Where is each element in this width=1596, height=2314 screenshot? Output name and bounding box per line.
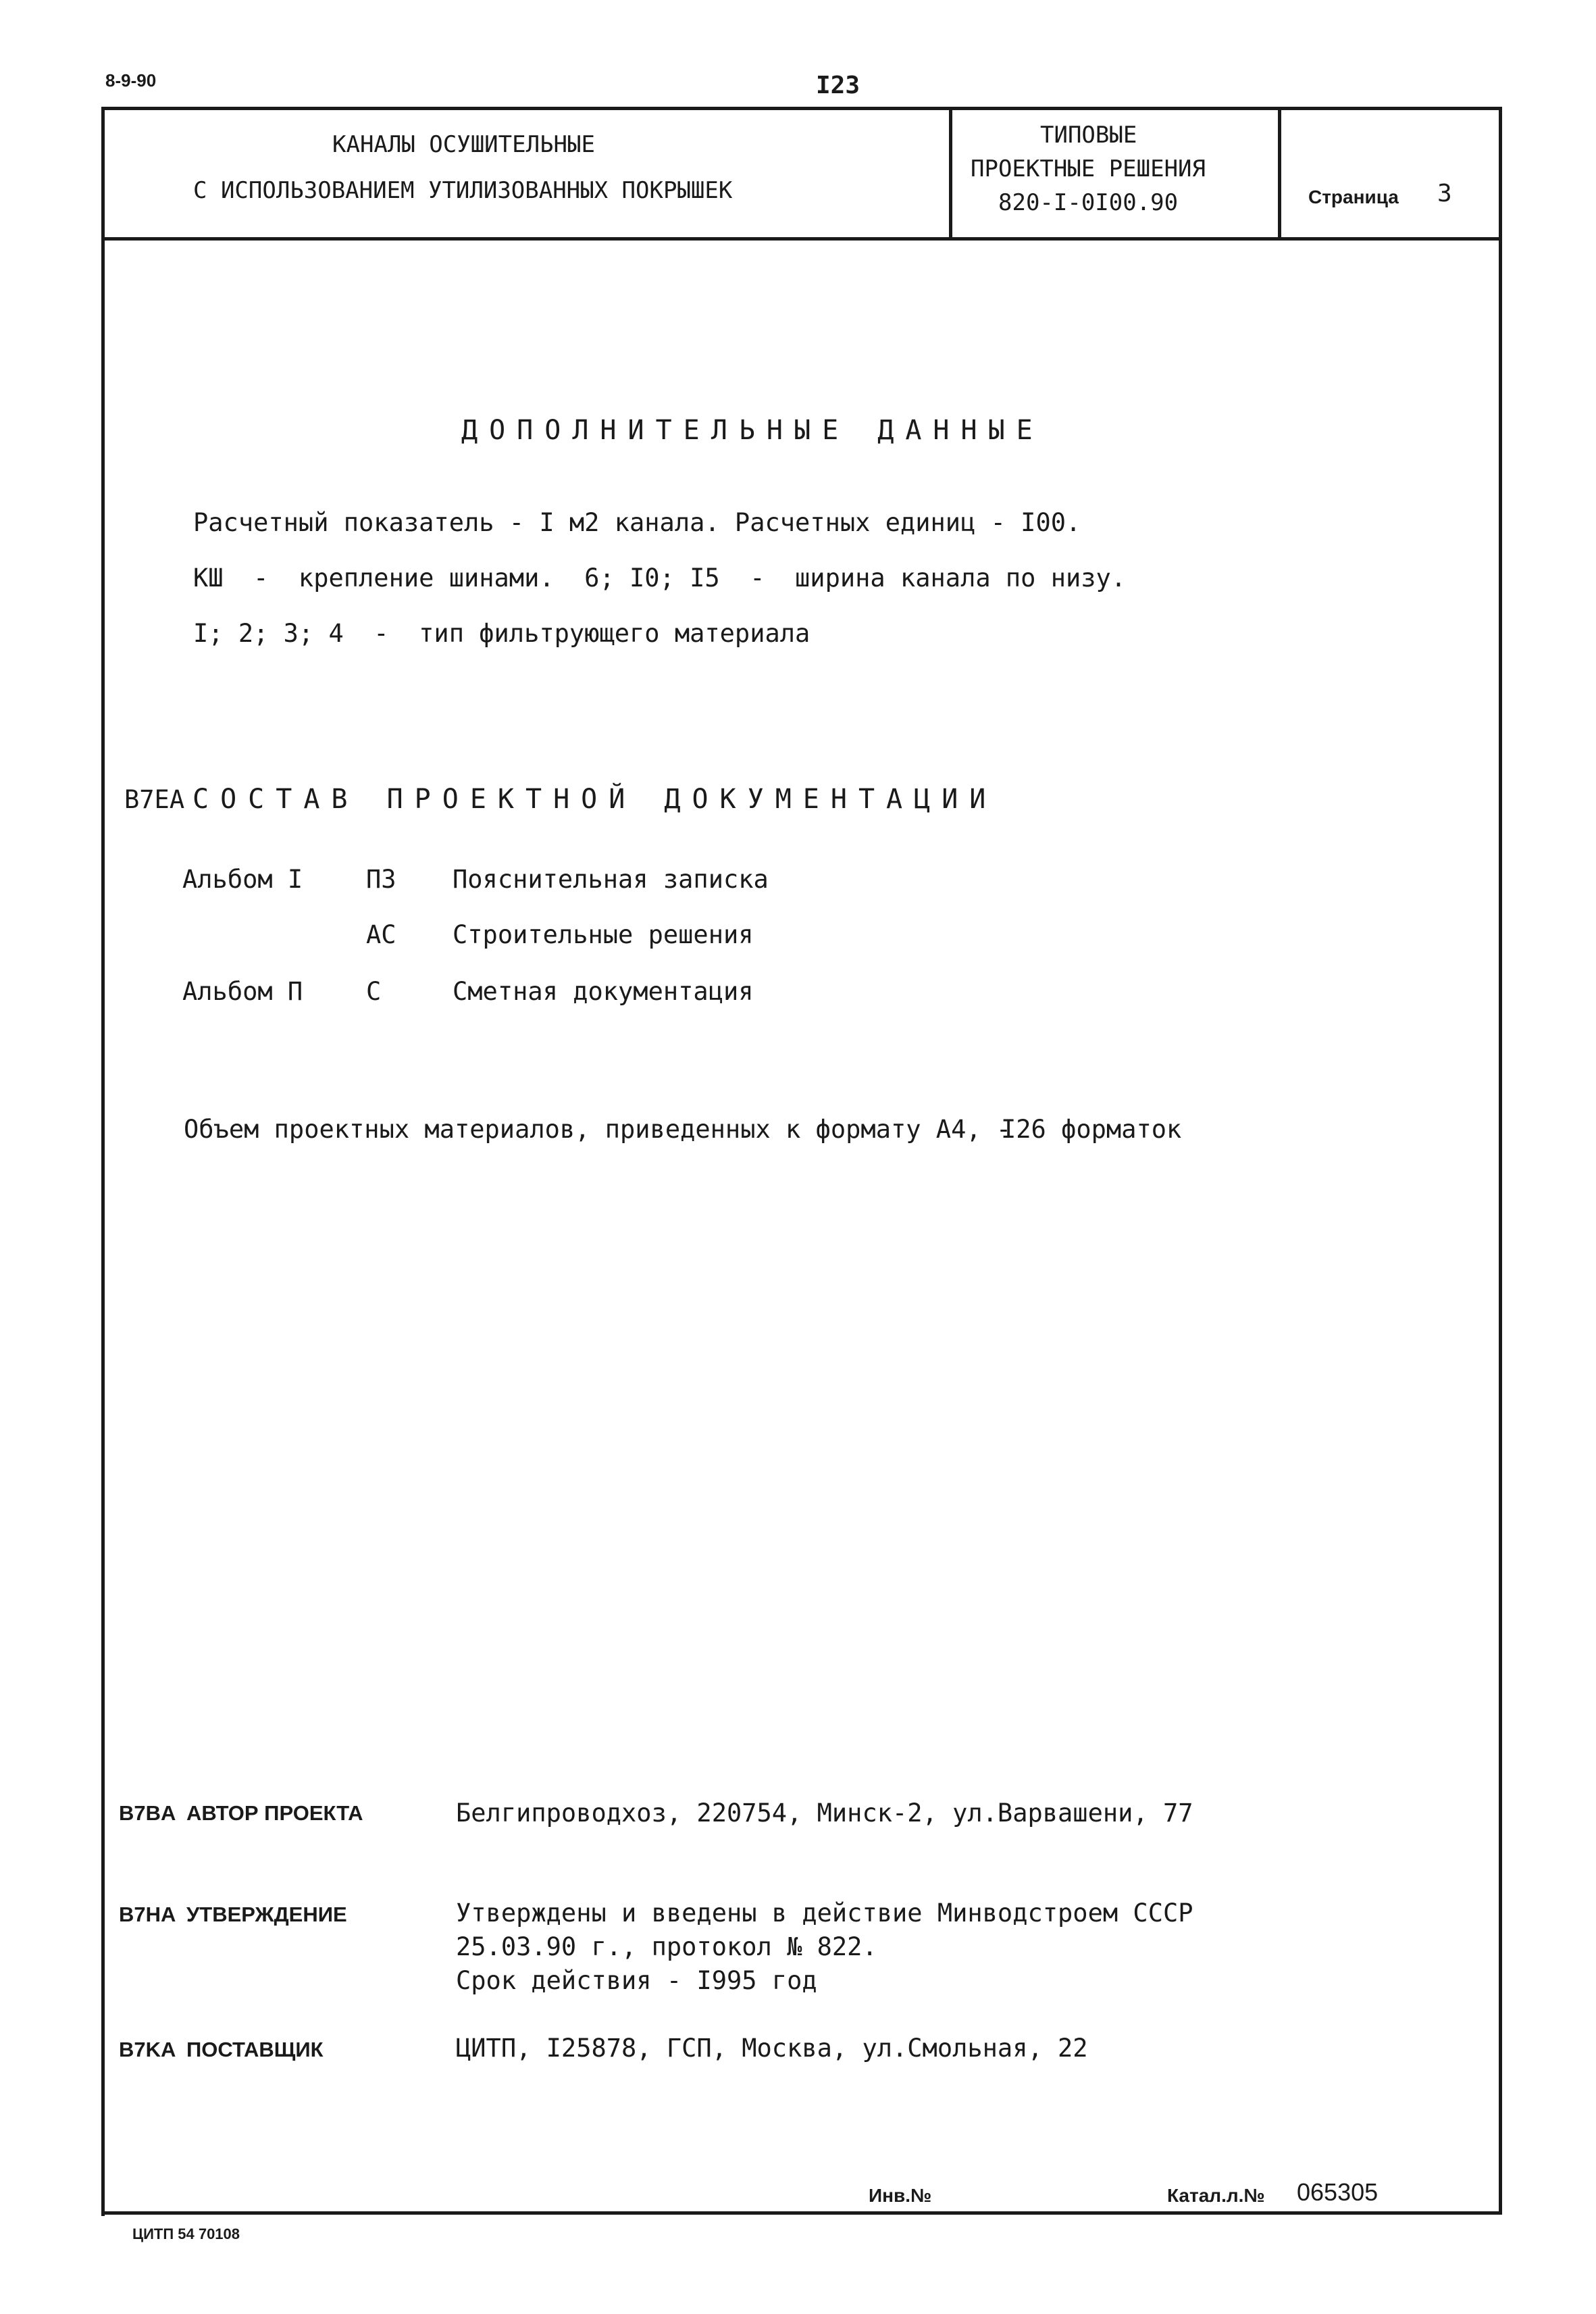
album-row-1-title: Пояснительная записка — [453, 865, 769, 894]
album-row-2-title: Строительные решения — [453, 920, 754, 949]
album-row-2-code: АС — [366, 920, 396, 949]
additional-data-line-1: Расчетный показатель - I м2 канала. Расчетных единиц - I00. — [193, 508, 1081, 537]
margin-mark-3 — [101, 1507, 105, 2216]
album-row-1-album: Альбом I — [182, 865, 303, 894]
supplier-value: ЦИТП, I25878, ГСП, Москва, ул.Смольная, 22 — [456, 2034, 1088, 2063]
series-code: 820-I-0I00.90 — [998, 189, 1179, 216]
margin-mark-1 — [101, 777, 105, 804]
author-label: АВТОР ПРОЕКТА — [186, 1801, 363, 1825]
volume-text: Объем проектных материалов, приведенных к формату А4, - — [184, 1115, 1012, 1144]
supplier-code: B7KA — [119, 2038, 176, 2061]
supplier-label: ПОСТАВЩИК — [186, 2038, 324, 2061]
album-row-1-code: ПЗ — [366, 865, 396, 894]
composition-heading: СОСТАВ ПРОЕКТНОЙ ДОКУМЕНТАЦИИ — [192, 784, 998, 815]
inventory-label: Инв.№ — [869, 2185, 932, 2206]
album-row-3-title: Сметная документация — [453, 977, 754, 1006]
approval-line-2: 25.03.90 г., протокол № 822. — [456, 1932, 877, 1961]
title-block — [101, 107, 1502, 241]
title-line-1: КАНАЛЫ ОСУШИТЕЛЬНЫЕ — [332, 131, 595, 158]
author-value: Белгипроводхоз, 220754, Минск-2, ул.Варвашени, 77 — [456, 1799, 1193, 1828]
album-row-3-code: С — [366, 977, 382, 1006]
additional-data-heading: ДОПОЛНИТЕЛЬНЫЕ ДАННЫЕ — [461, 415, 1044, 446]
volume-value: I26 форматок — [1001, 1115, 1182, 1144]
title-line-2: С ИСПОЛЬЗОВАНИЕМ УТИЛИЗОВАННЫХ ПОКРЫШЕК — [193, 177, 733, 204]
page-label: Страница — [1308, 186, 1399, 207]
sheet-number: I23 — [816, 72, 860, 99]
additional-data-line-3: I; 2; 3; 4 - тип фильтрующего материала — [193, 619, 810, 648]
catalog-value: 065305 — [1297, 2178, 1379, 2206]
additional-data-line-2: КШ - крепление шинами. 6; I0; I5 - ширина канала по низу. — [193, 563, 1127, 593]
approval-line-3: Срок действия - I995 год — [456, 1966, 817, 1995]
approval-line-1: Утверждены и введены в действие Минводстроем СССР — [456, 1898, 1193, 1928]
approval-label: УТВЕРЖДЕНИЕ — [186, 1903, 347, 1926]
title-divider-1 — [949, 107, 952, 241]
printer-stamp: ЦИТП 54 70108 — [132, 2225, 240, 2242]
page-value: 3 — [1437, 180, 1452, 207]
author-code: B7BA — [119, 1801, 176, 1825]
series-line-1: ТИПОВЫЕ — [1040, 122, 1137, 149]
approval-code: B7HA — [119, 1903, 176, 1926]
series-line-2: ПРОЕКТНЫЕ РЕШЕНИЯ — [971, 155, 1206, 182]
album-row-3-album: Альбом П — [182, 977, 303, 1006]
margin-mark-2 — [101, 878, 105, 1473]
composition-code: B7EA — [124, 785, 185, 814]
document-code: 8-9-90 — [105, 70, 157, 91]
catalog-label: Катал.л.№ — [1167, 2185, 1265, 2206]
title-divider-2 — [1278, 107, 1281, 241]
